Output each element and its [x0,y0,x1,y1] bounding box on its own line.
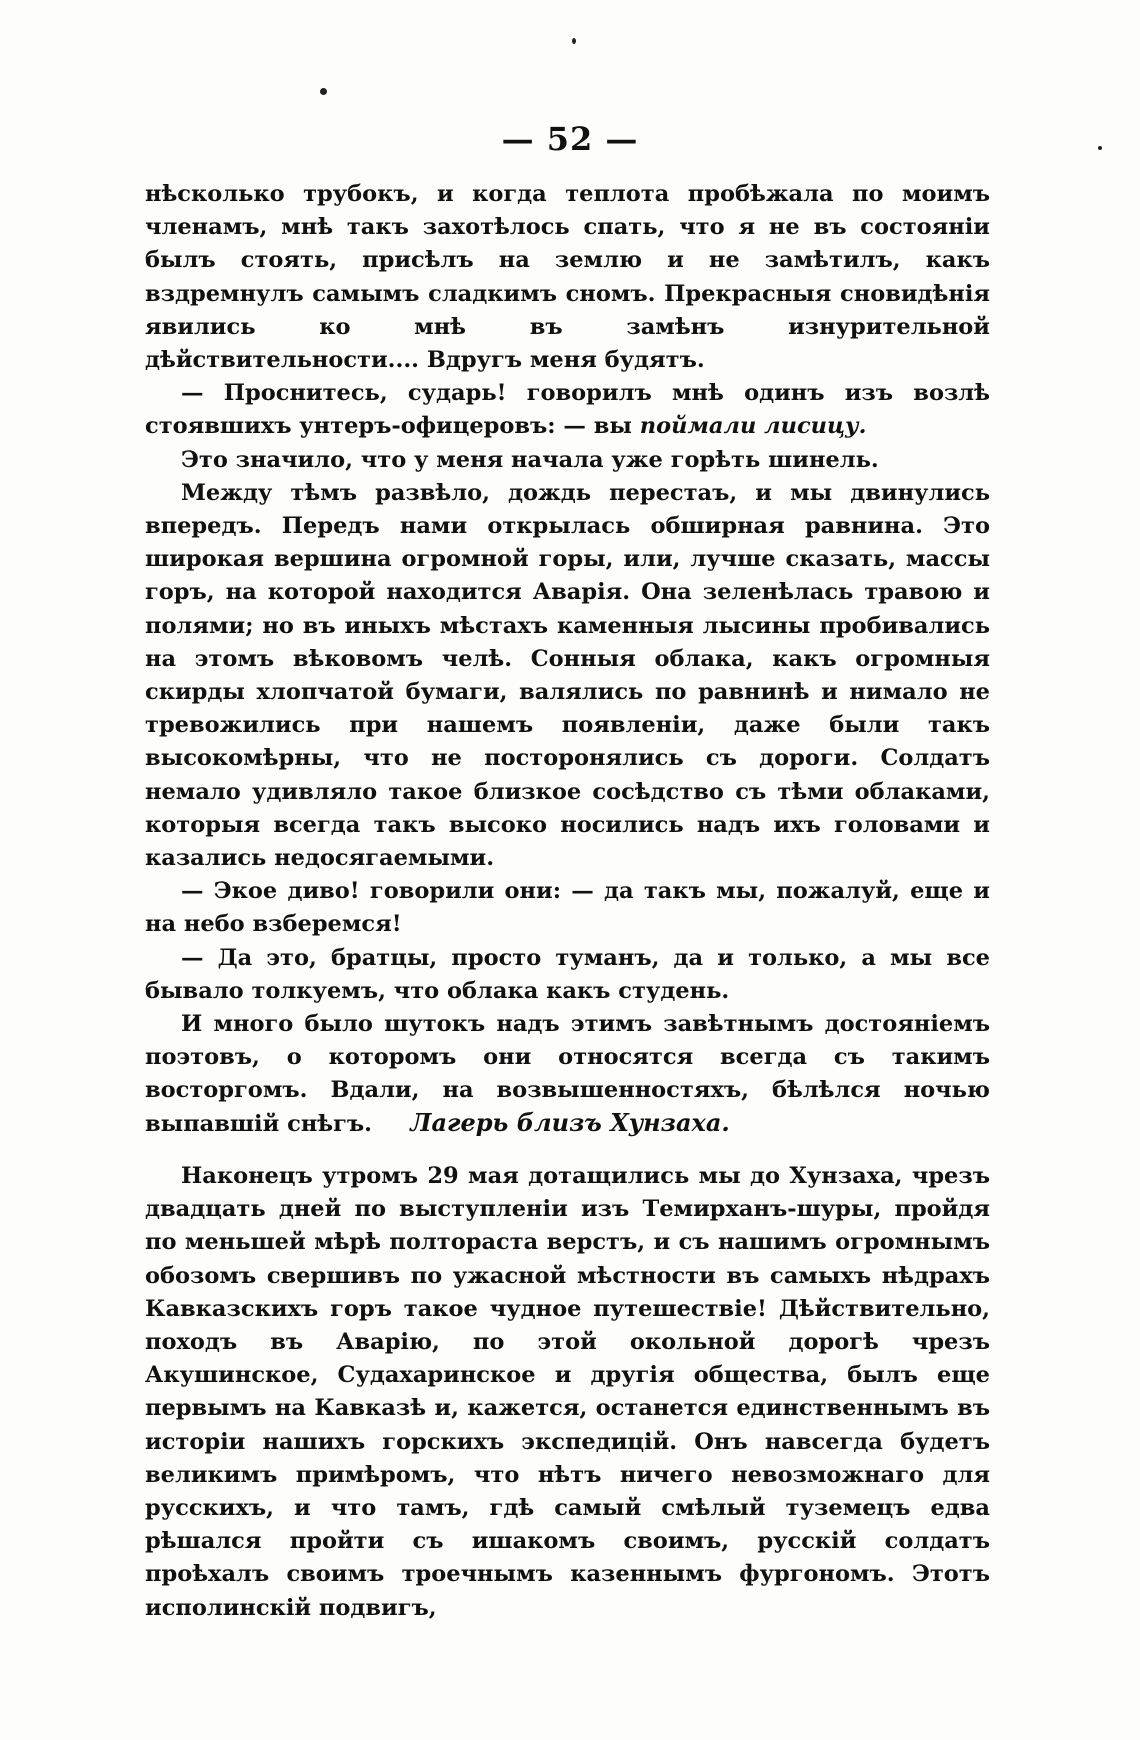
paragraph-khunzakh: Наконецъ утромъ 29 мая дотащились мы до Хунзаха, чрезъ двадцать дней по выступленіи изъ Темирханъ-шуры, пройдя по меньшей мѣрѣ полтораста верстъ, и съ нашимъ огромнымъ обозомъ свершивъ по ужасной мѣстности въ самыхъ нѣдрахъ Кавказскихъ горъ такое чудное путешествіе! Дѣйствительно, походъ въ Аварію, по этой окольной дорогѣ чрезъ Акушинское, Судахаринское и другія общества, былъ еще первымъ на Кавказѣ и, кажется, останется единственнымъ въ исторіи нашихъ горскихъ экспедицій. Онъ навсегда будетъ великимъ примѣромъ, что нѣтъ ничего невозможнаго для русскихъ, и что тамъ, гдѣ самый смѣлый туземецъ едва рѣшался пройти съ ишакомъ своимъ, русскій солдатъ проѣхалъ своимъ троечнымъ казеннымъ фургономъ. Этотъ исполинскій подвигъ, [145,1163,990,1621]
paragraph-dialogue-wake [145,377,990,443]
paragraph-poets: И много было шутокъ надъ этимъ завѣтнымъ достояніемъ поэтовъ, о которомъ они относятся всегда съ такимъ восторгомъ. Вдали, на возвышенностяхъ, бѣлѣлся ночью выпавшій снѣгъ. [145,1011,990,1137]
dialogue-text: — Проснитесь, сударь! говорилъ мнѣ одинъ изъ возлѣ стоявшихъ унтеръ-офицеровъ: — вы [145,380,990,440]
page-number: — 52 — [501,120,639,158]
paragraph-continued: нѣсколько трубокъ, и когда теплота пробѣжала по моимъ членамъ, мнѣ такъ захотѣлось спать, что я не въ состояніи былъ стоять, присѣлъ на землю и не замѣтилъ, какъ вздремнулъ самымъ сладкимъ сномъ. Прекрасныя сновидѣнія явились ко мнѣ въ замѣнъ изнурительной дѣйствительности.... Вдругъ меня будятъ. [145,181,990,374]
italic-phrase: поймали лисицу. [639,413,867,440]
section-heading: Лагерь близъ Хунзаха. [410,1108,730,1137]
top-text-block [145,178,990,1141]
bottom-text-block [145,1160,990,1625]
ink-speck [320,88,327,95]
paragraph-dialogue-marvel: — Экое диво! говорили они: — да такъ мы, пожалуй, еще и на небо взберемся! [145,878,990,938]
paragraph-plain: Между тѣмъ развѣло, дождь перестаъ, и мы двинулись впередъ. Передъ нами открылась обширная равнина. Это широкая вершина огромной горы, или, лучше сказать, массы горъ, на которой находится Аварія. Она зеленѣлась травою и полями; но въ иныхъ мѣстахъ каменныя лысины пробивались на этомъ вѣковомъ челѣ. Сонныя облака, какъ огромныя скирды хлопчатой бумаги, валялись по равнинѣ и нимало не тревожились при нашемъ появленіи, даже были такъ высокомѣрны, что не посторонялись съ дороги. Солдатъ немало удивляло такое близкое сосѣдство съ тѣми облаками, которыя всегда такъ высоко носились надъ ихъ головами и казались недосягаемыми. [145,479,990,872]
ink-speck [572,38,576,44]
paragraph-overcoat: Это значило, что у меня начала уже горѣть шинель. [181,446,879,473]
paragraph-dialogue-fog: — Да это, братцы, просто туманъ, да и только, а мы все бывало толкуемъ, что облака какъ студень. [145,944,990,1004]
